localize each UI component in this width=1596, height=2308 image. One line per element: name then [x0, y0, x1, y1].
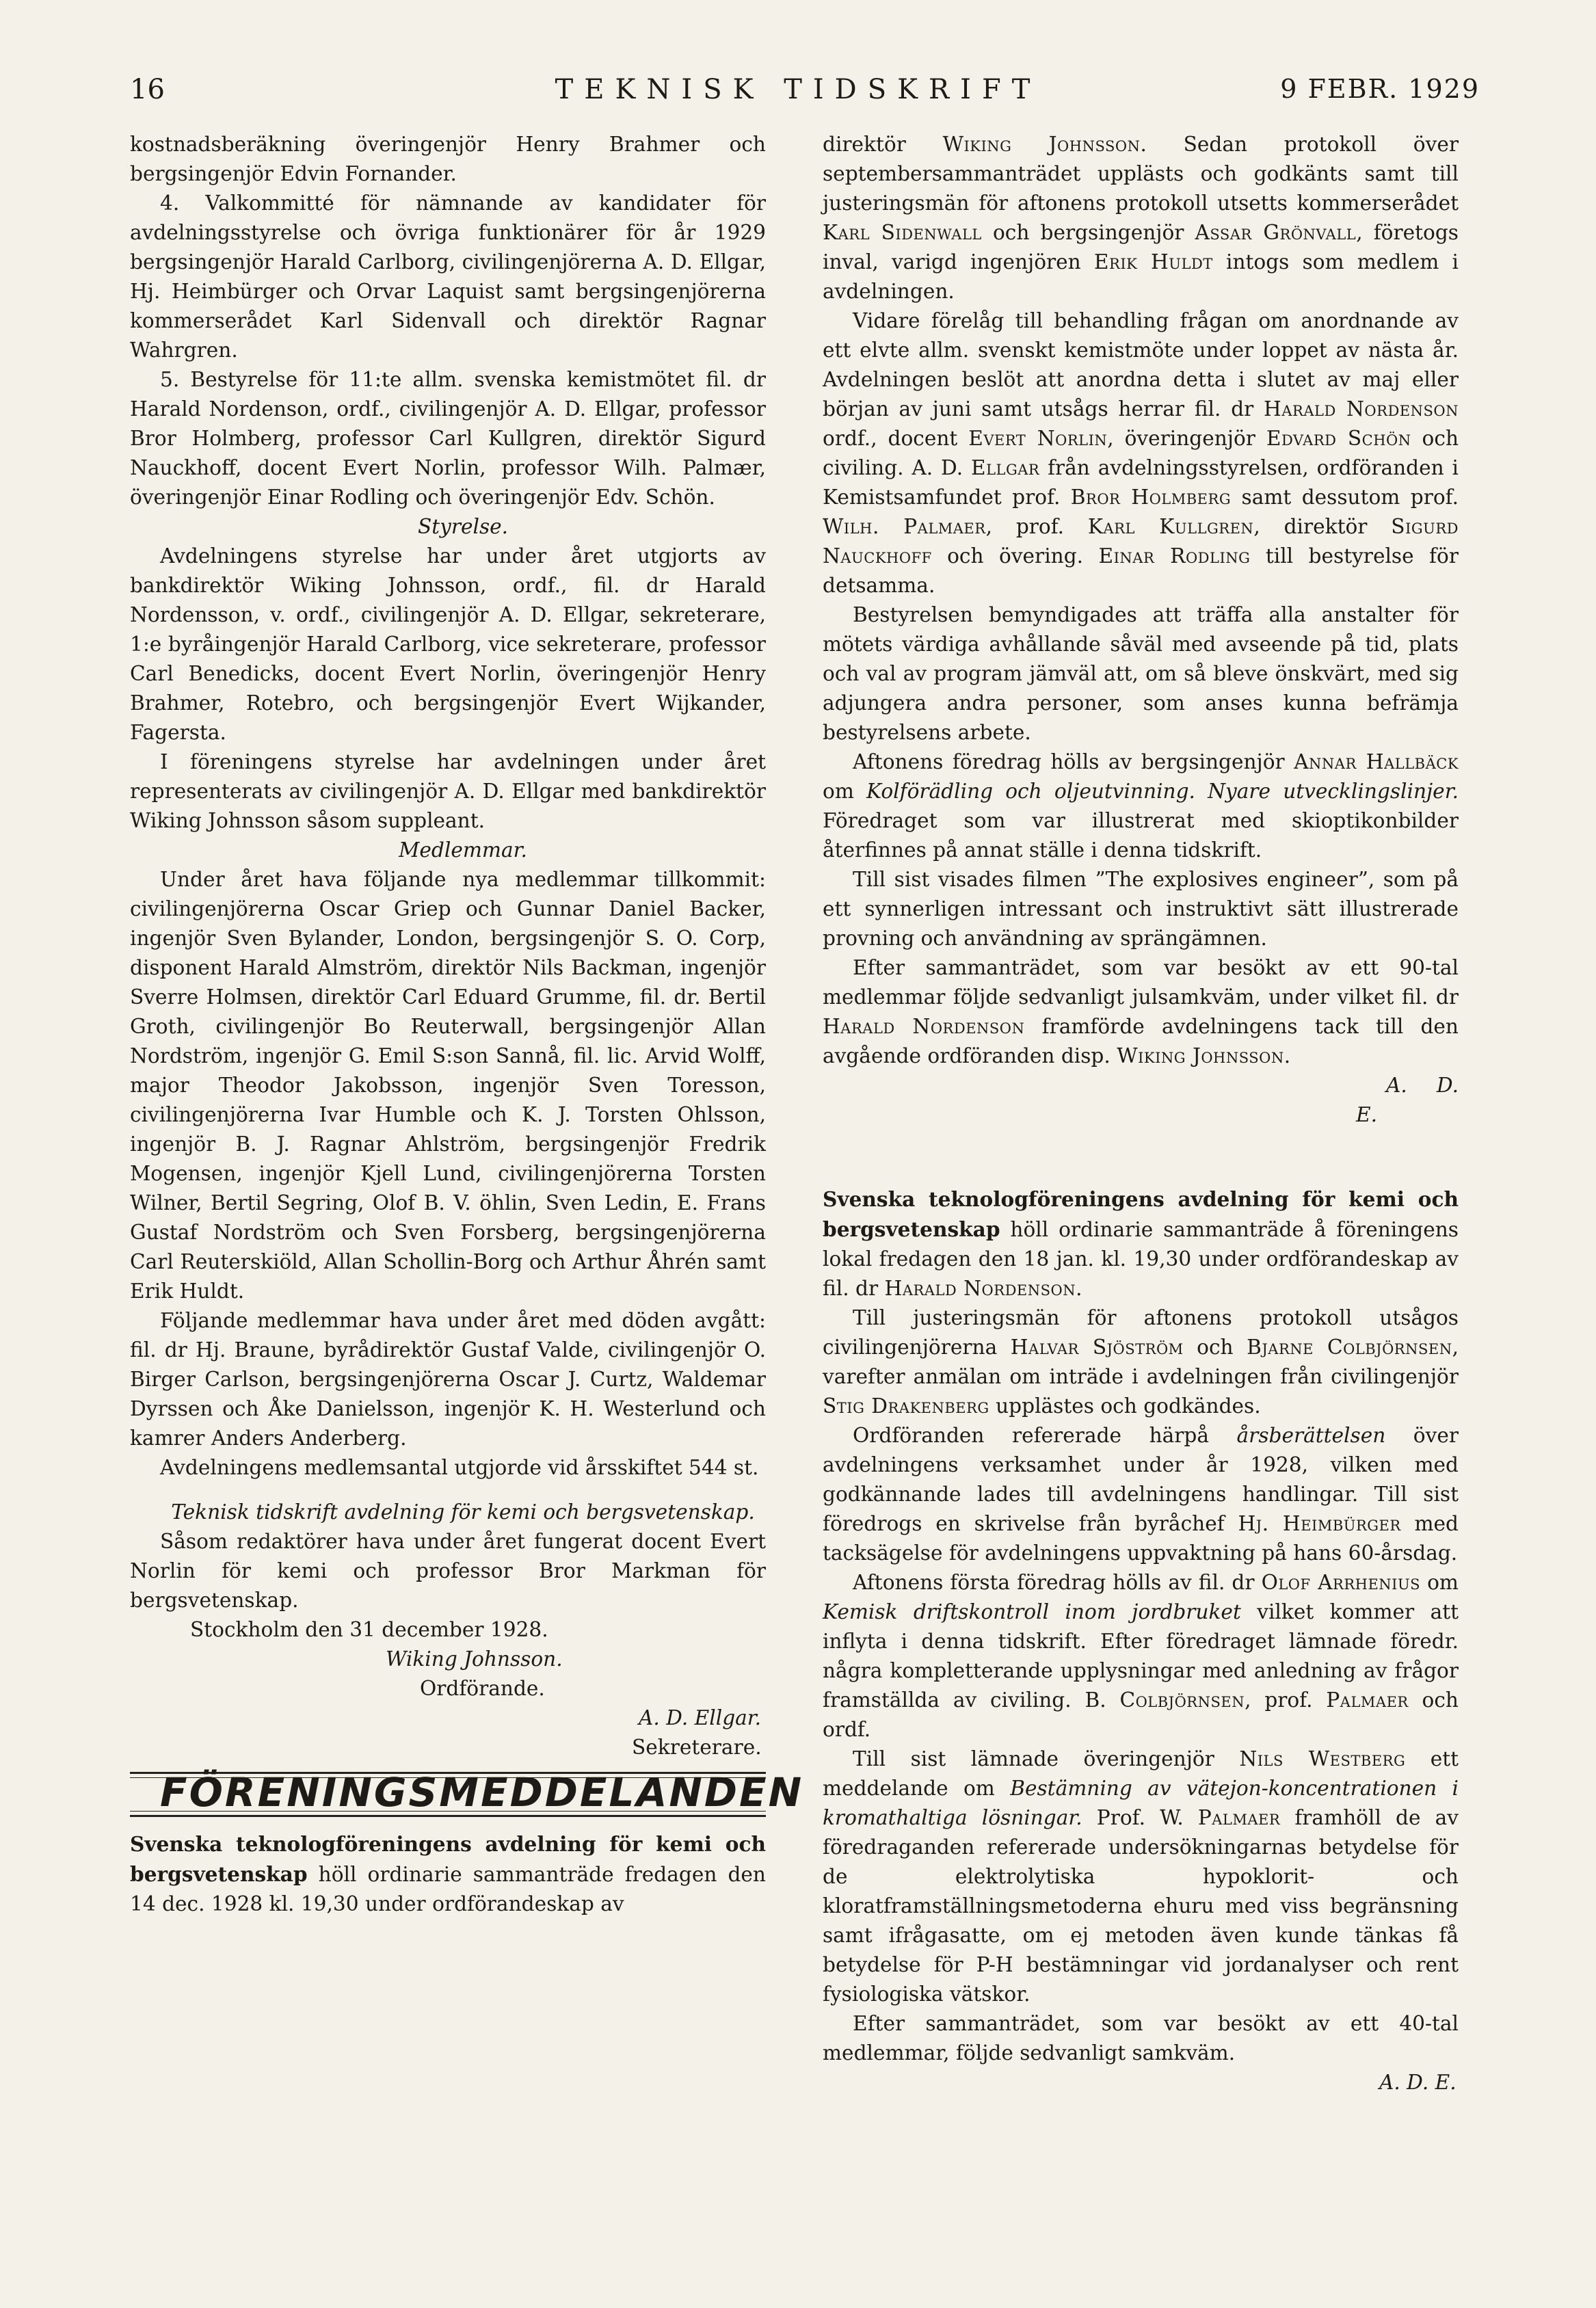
text: vilket kommer att inflyta i denna tidskrift. Efter föredraget lämnade föredr. några kompletterande upplysningar med anledning av frågor framställda av civiling. B.: [823, 1600, 1459, 1712]
list-item-continued: kostnadsberäkning överingenjör Henry Brahmer och bergsingenjör Edvin Fornander.: [130, 133, 766, 185]
text: Efter sammanträdet, som var besökt av ett 90-tal medlemmar följde sedvanligt julsamkväm, under vilket fil. dr: [823, 956, 1459, 1009]
person-name: Edvard Schön: [1266, 427, 1411, 450]
person-name: Wiking Johnsson: [1117, 1044, 1284, 1067]
text: Till justeringsmän för aftonens protokoll utsågos civilingenjörerna: [823, 1306, 1459, 1359]
section-heading-medlemmar: Medlemmar.: [399, 838, 527, 862]
person-name: Annar Hallbäck: [1294, 750, 1459, 773]
text: över avdelningens verksamhet under år 1928, vilken med godkännande lades till avdelningens handlingar. Till sist föredrogs en skrivelse från byråchef: [823, 1424, 1459, 1535]
text: och: [1183, 1336, 1247, 1359]
text: Prof. W.: [1082, 1806, 1198, 1829]
page-number: 16: [130, 74, 165, 105]
list-item-4: [130, 189, 766, 365]
list-text: Bestyrelse för 11:te allm. svenska kemistmötet fil. dr Harald Nordenson, ordf., civilingenjör A. D. Ellgar, professor Bror Holmberg, professor Carl Kullgren, direktör Sigurd Nauckhoff, docent Evert Norlin, professor Wilh. Palmær, överingenjör Einar Rodling och överingenjör Edv. Schön.: [130, 368, 766, 509]
text: höll ordinarie sammanträde fredagen den 14 dec. 1928 kl. 19,30 under ordförandeskap av: [130, 1863, 766, 1915]
text: Aftonens föredrag hölls av bergsingenjör: [853, 750, 1294, 773]
text: Till sist lämnade överingenjör: [853, 1747, 1240, 1770]
text: och bergsingenjör: [981, 221, 1195, 244]
text: framförde avdelningens tack till den avgående ordföranden disp.: [823, 1015, 1459, 1067]
paragraph: Avdelningens styrelse har under året utgjorts av bankdirektör Wiking Johnsson, ordf., fil. dr Harald Nordensson, v. ordf., civilingenjör A. D. Ellgar, sekreterare, 1:e byråingenjör Harald Carlborg, vice sekreterare, professor Carl Benedicks, docent Evert Norlin, överingenjör Henry Brahmer, Rotebro, och bergsingenjör Evert Wijkander, Fagersta.: [130, 544, 766, 744]
text: .: [1076, 1277, 1082, 1300]
person-name: Nils Westberg: [1239, 1747, 1406, 1770]
text: direktör: [823, 133, 943, 156]
paragraph: [823, 1303, 1459, 1421]
section-banner: FÖRENINGSMEDDELANDEN: [160, 1769, 804, 1816]
text: . Sedan protokoll över septembersammanträdet upplästs och godkänts samt till justeringsmän för aftonens protokoll utsetts kommerserådet: [823, 133, 1459, 215]
left-column: [130, 130, 804, 1919]
text: , varefter anmälan om inträde i avdelningen från civilingenjör: [823, 1336, 1459, 1388]
signature-name: Wiking Johnsson.: [386, 1647, 563, 1671]
lecture-title: Kemisk driftskontroll inom jordbruket: [823, 1600, 1241, 1623]
person-name: Hj. Heimbürger: [1238, 1512, 1401, 1535]
person-name: Harald Nordenson: [1264, 397, 1459, 421]
paragraph: [823, 1745, 1459, 2009]
lead-bold: Svenska teknologföreningens avdelning för kemi och bergsvetenskap: [130, 1832, 766, 1886]
text: och övering.: [931, 544, 1099, 568]
person-name: Karl Sidenwall: [823, 221, 982, 244]
page-header: [0, 74, 1596, 115]
text: , direktör: [1253, 515, 1392, 538]
text: höll ordinarie sammanträde å föreningens lokal fredagen den 18 jan. kl. 19,30 under ordförandeskap av fil. dr: [823, 1218, 1459, 1300]
paragraph: [823, 953, 1459, 1071]
paragraph: Till sist visades filmen ”The explosives engineer”, som på ett synnerligen intressant och instruktivt sätt illustrerade provning och användning av sprängämnen.: [823, 868, 1459, 950]
text: om: [823, 780, 867, 803]
text: Ordföranden refererade härpå: [853, 1424, 1237, 1447]
paragraph: I föreningens styrelse har avdelningen under året representerats av civilingenjör A. D. Ellgar med bankdirektör Wiking Johnsson såsom suppleant.: [130, 750, 766, 832]
text: .: [1284, 1044, 1291, 1067]
paragraph: Följande medlemmar hava under året med döden avgått: fil. dr Hj. Braune, byrådirektör Gustaf Valde, civilingenjör O. Birger Carlson, bergsingenjörerna Oscar J. Curtz, Waldemar Dyrssen och Åke Danielsson, ingenjör K. H. Westerlund och kamrer Anders Anderberg.: [130, 1309, 766, 1450]
person-name: Harald Nordenson: [884, 1277, 1076, 1300]
text: , överingenjör: [1107, 427, 1266, 450]
person-name: Einar Rodling: [1098, 544, 1251, 568]
text: intogs som medlem i avdelningen.: [823, 250, 1459, 303]
list-number: 4.: [160, 191, 180, 215]
paragraph: Avdelningens medlemsantal utgjorde vid årsskiftet 544 st.: [160, 1456, 759, 1479]
paragraph: [130, 1829, 766, 1919]
text: , prof.: [1245, 1688, 1327, 1712]
text: till bestyrelse för detsamma.: [823, 544, 1459, 597]
text: och civiling. A. D.: [823, 427, 1459, 479]
journal-title: TEKNISK TIDSKRIFT: [555, 74, 1041, 105]
issue-date: 9 FEBR. 1929: [1280, 74, 1480, 104]
person-name: Wilh. Palmaer: [823, 515, 986, 538]
person-name: Stig Drakenberg: [823, 1394, 989, 1418]
person-name: Evert Norlin: [968, 427, 1108, 450]
text: Vidare förelåg till behandling frågan om anordnande av ett elvte allm. svenskt kemistmöte under loppet av nästa år. Avdelningen beslöt att anordna detta i slutet av maj eller början av juni samt utsågs herrar fil. dr: [823, 309, 1459, 421]
person-name: Halvar Sjöström: [1010, 1336, 1184, 1359]
paragraph: [823, 747, 1459, 865]
paragraph: [823, 1184, 1459, 1303]
lead-bold: Svenska teknologföreningens avdelning för kemi och bergsvetenskap: [823, 1187, 1459, 1241]
right-column: [823, 130, 1459, 2097]
person-name: Colbjörnsen: [1119, 1688, 1245, 1712]
person-name: Wiking Johnsson: [942, 133, 1141, 156]
person-name: Palmaer: [1197, 1806, 1281, 1829]
signature-name-2: A. D. Ellgar.: [639, 1706, 762, 1729]
paragraph: Efter sammanträdet, som var besökt av ett 40-tal medlemmar, följde sedvanligt samkväm.: [823, 2012, 1459, 2065]
paragraph: Under året hava följande nya medlemmar tillkommit: civilingenjörerna Oscar Griep och Gunnar Daniel Backer, ingenjör Sven Bylander, London, bergsingenjör S. O. Corp, disponent Harald Almström, direktör Nils Backman, ingenjör Sverre Holmsen, direktör Carl Eduard Grumme, fil. dr. Bertil Groth, civilingenjör Bo Reuterwall, bergsingenjör Allan Nordström, ingenjör G. Emil S:son Sannå, fil. lic. Arvid Wolff, major Theodor Jakobsson, ingenjör Sven Toresson, civilingenjörerna Ivar Humble och K. J. Torsten Ohlsson, ingenjör B. J. Ragnar Ahlström, bergsingenjör Fredrik Mogensen, ingenjör Kjell Lund, civilingenjörerna Torsten Wilner, Bertil Segring, Olof B. V. öhlin, Sven Ledin, E. Frans Gustaf Nordström och Sven Forsberg, bergsingenjörerna Carl Reuterskiöld, Allan Schollin-Borg och Arthur Åhrén samt Erik Huldt.: [130, 868, 766, 1303]
paragraph: [823, 306, 1459, 600]
list-item-5: [130, 365, 766, 512]
text: ett meddelande om: [823, 1747, 1459, 1800]
person-name: Bror Holmberg: [1070, 486, 1232, 509]
person-name: Olof Arrhenius: [1261, 1571, 1421, 1594]
text: från avdelningsstyrelsen, ordföranden i Kemistsamfundet prof.: [823, 456, 1459, 509]
list-text: Valkommitté för nämnande av kandidater för avdelningsstyrelse och övriga funktionärer för år 1929 bergsingenjör Harald Carlborg, civilingenjörerna A. D. Ellgar, Hj. Heimbürger och Orvar Laquist samt bergsingenjörerna kommerserådet Karl Sidenvall och direktör Ragnar Wahrgren.: [130, 191, 766, 362]
paragraph: Bestyrelsen bemyndigades att träffa alla anstalter för mötets värdiga avhållande såväl med avseende på tid, plats och val av program jämväl att, om så bleve önskvärt, med sig adjungera andra personer, som anses kunna befrämja bestyrelsens arbete.: [823, 603, 1459, 744]
text: och ordf.: [823, 1688, 1459, 1741]
place-date: Stockholm den 31 december 1928.: [190, 1618, 548, 1641]
person-name: Erik Huldt: [1093, 250, 1213, 274]
person-name: Sigurd Nauckhoff: [823, 515, 1459, 568]
text: ordf., docent: [823, 427, 969, 450]
text: om: [1420, 1571, 1459, 1594]
text: upplästes och godkändes.: [989, 1394, 1261, 1418]
person-name: Palmaer: [1326, 1688, 1409, 1712]
text: Aftonens första föredrag hölls av fil. dr: [853, 1571, 1262, 1594]
person-name: Ellgar: [970, 456, 1040, 479]
signature-initials: A. D. E.: [1356, 1074, 1459, 1126]
text: framhöll de av föredraganden refererade undersökningarnas betydelse för de elektrolytiska hypoklorit- och kloratframställningsmetoderna ehuru med viss begränsning samt ifrågasatte, om ej metoden även kunde tänkas få betydelse för P-H bestämningar vid jordanalyser och rent fysiologiska vätskor.: [823, 1806, 1459, 2006]
emphasis: årsberättelsen: [1236, 1424, 1386, 1447]
paragraph: [823, 1568, 1459, 1745]
lecture-title: Kolförädling och oljeutvinning. Nyare utvecklingslinjer.: [866, 780, 1459, 803]
person-name: Harald Nordenson: [823, 1015, 1025, 1038]
text: , företogs inval, varigd ingenjören: [823, 221, 1459, 274]
lecture-title: Bestämning av vätejon-koncentrationen i kromathaltiga lösningar.: [823, 1777, 1459, 1829]
signature-title: Ordförande.: [420, 1677, 545, 1700]
text: , prof.: [985, 515, 1088, 538]
person-name: Bjarne Colbjörnsen: [1247, 1336, 1452, 1359]
signature-title-2: Sekreterare.: [632, 1736, 762, 1759]
text: med tacksägelse för avdelningens uppvaktning på hans 60-årsdag.: [823, 1512, 1459, 1565]
paragraph: Såsom redaktörer hava under året fungerat docent Evert Norlin för kemi och professor Bror Markman för bergsvetenskap.: [130, 1530, 766, 1612]
spacer: [823, 1130, 1459, 1184]
section-heading-tidskrift: Teknisk tidskrift avdelning för kemi och bergsvetenskap.: [171, 1500, 755, 1524]
text: samt dessutom prof.: [1231, 486, 1459, 509]
paragraph: [823, 130, 1459, 306]
paragraph: [823, 1421, 1459, 1568]
person-name: Karl Kullgren: [1087, 515, 1254, 538]
list-number: 5.: [160, 368, 180, 391]
signature-initials: A. D. E.: [1379, 2071, 1457, 2094]
text: Föredraget som var illustrerat med skioptikonbilder återfinnes på annat ställe i denna tidskrift.: [823, 809, 1459, 862]
person-name: Assar Grönvall: [1195, 221, 1357, 244]
section-heading-styrelse: Styrelse.: [417, 515, 509, 538]
